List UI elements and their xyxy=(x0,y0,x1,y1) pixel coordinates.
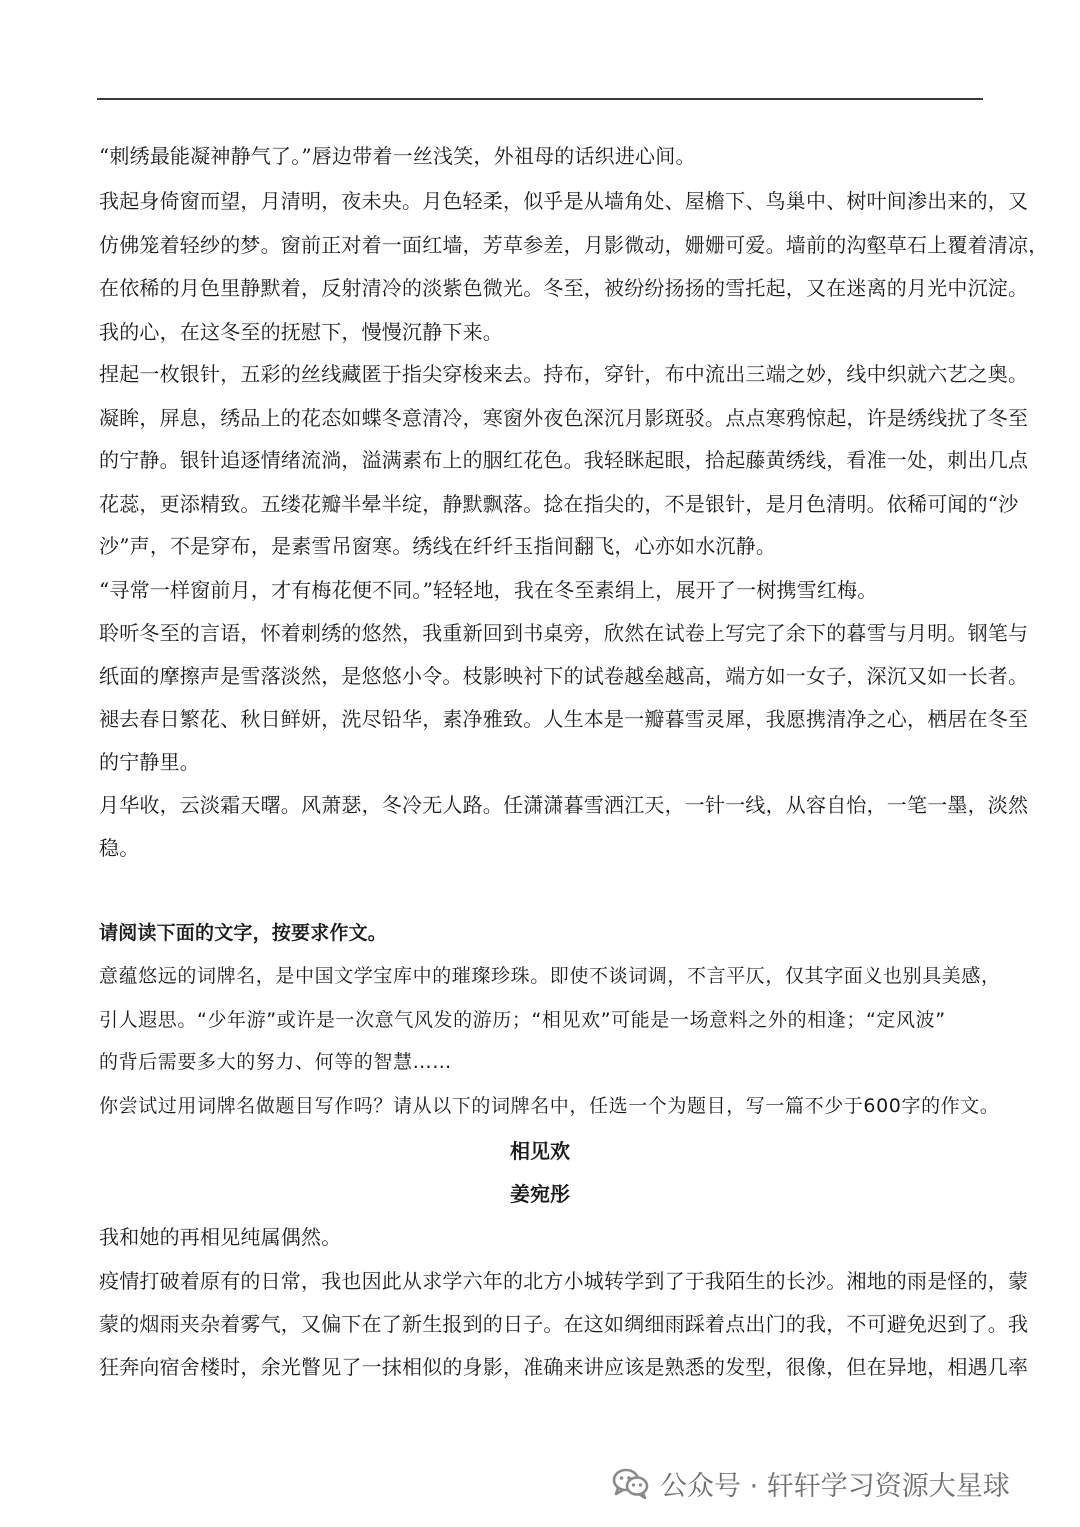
prompt-heading: 请阅读下面的文字，按要求作文。 xyxy=(99,922,388,944)
essay1-line: 沙”声，不是穿布，是素雪吊窗寒。绣线在纤纤玉指间翻飞，心亦如水沉静。 xyxy=(99,534,777,558)
essay1-line: 仿佛笼着轻纱的梦。窗前正对着一面红墙，芳草参差，月影微动，姗姗可爱。墙前的沟壑草石上覆着清凉， xyxy=(99,233,1049,257)
essay1-line: 聆听冬至的言语，怀着刺绣的悠然，我重新回到书桌旁，欣然在试卷上写完了余下的暮雪与月明。钢笔与 xyxy=(99,621,1029,645)
wechat-icon xyxy=(612,1467,650,1499)
essay2-line: 狂奔向宿舍楼时，余光瞥见了一抹相似的身影，准确来讲应该是熟悉的发型，很像，但在异地，相遇几率 xyxy=(99,1355,1029,1379)
prompt-line: 意蕴悠远的词牌名，是中国文学宝库中的璀璨珍珠。即使不谈词调，不言平仄，仅其字面义也别具美感， xyxy=(99,965,1001,987)
essay1-line: 稳。 xyxy=(99,836,140,860)
essay2-title: 相见欢 xyxy=(510,1139,570,1163)
essay1-line: 捏起一枚银针，五彩的丝线藏匿于指尖穿梭来去。持布，穿针，布中流出三端之妙，线中织就六艺之奥。 xyxy=(99,362,1029,386)
essay1-line: 的宁静里。 xyxy=(99,750,200,774)
prompt-line: 的背后需要多大的努力、何等的智慧…… xyxy=(99,1051,452,1073)
essay1-line: 在依稀的月色里静默着，反射清冷的淡紫色微光。冬至，被纷纷扬扬的雪托起，又在迷离的月光中沉淀。 xyxy=(99,276,1029,300)
watermark-text: 公众号 · 轩轩学习资源大星球 xyxy=(660,1470,1010,1502)
essay1-line: 褪去春日繁花、秋日鲜妍，洗尽铅华，素净雅致。人生本是一瓣暮雪灵犀，我愿携清净之心，栖居在冬至 xyxy=(99,707,1029,731)
prompt-line: 引人遐思。“少年游”或许是一次意气风发的游历；“相见欢”可能是一场意料之外的相逢；“定风波” xyxy=(99,1009,946,1031)
essay1-line: 的宁静。银针追逐情绪流淌，溢满素布上的胭红花色。我轻眯起眼，拾起藤黄绣线，看准一处，刺出几点 xyxy=(99,448,1029,472)
essay1-line: 纸面的摩擦声是雪落淡然，是悠悠小令。枝影映衬下的试卷越垒越高，端方如一女子，深沉又如一长者。 xyxy=(99,664,1029,688)
watermark xyxy=(612,1463,1010,1503)
header-rule xyxy=(97,98,983,100)
prompt-line: 你尝试过用词牌名做题目写作吗？请从以下的词牌名中，任选一个为题目，写一篇不少于600字的作文。 xyxy=(99,1095,1000,1117)
essay1-line: 凝眸，屏息，绣品上的花态如蝶冬意清冷，寒窗外夜色深沉月影斑驳。点点寒鸦惊起，许是绣线扰了冬至 xyxy=(99,406,1029,430)
essay1-line: “刺绣最能凝神静气了。”唇边带着一丝浅笑，外祖母的话织进心间。 xyxy=(99,144,696,168)
essay2-line: 疫情打破着原有的日常，我也因此从求学六年的北方小城转学到了于我陌生的长沙。湘地的雨是怪的，蒙 xyxy=(99,1269,1029,1293)
essay1-line: 月华收，云淡霜天曙。风萧瑟，冬冷无人路。任潇潇暮雪洒江天，一针一线，从容自怡，一笔一墨，淡然 xyxy=(99,793,1029,817)
essay1-line: 我起身倚窗而望，月清明，夜未央。月色轻柔，似乎是从墙角处、屋檐下、鸟巢中、树叶间渗出来的，又 xyxy=(99,189,1029,213)
essay1-line: 花蕊，更添精致。五缕花瓣半晕半绽，静默飘落。捻在指尖的，不是银针，是月色清明。依稀可闻的“沙 xyxy=(99,492,1019,516)
essay2-author: 姜宛彤 xyxy=(510,1182,570,1206)
essay1-line: 我的心，在这冬至的抚慰下，慢慢沉静下来。 xyxy=(99,320,503,344)
essay2-line: 我和她的再相见纯属偶然。 xyxy=(99,1225,342,1249)
essay1-line: “寻常一样窗前月，才有梅花便不同。”轻轻地，我在冬至素绢上，展开了一树携雪红梅。 xyxy=(99,578,878,602)
essay2-line: 蒙的烟雨夹杂着雾气，又偏下在了新生报到的日子。在这如绸细雨踩着点出门的我，不可避免迟到了。我 xyxy=(99,1312,1029,1336)
